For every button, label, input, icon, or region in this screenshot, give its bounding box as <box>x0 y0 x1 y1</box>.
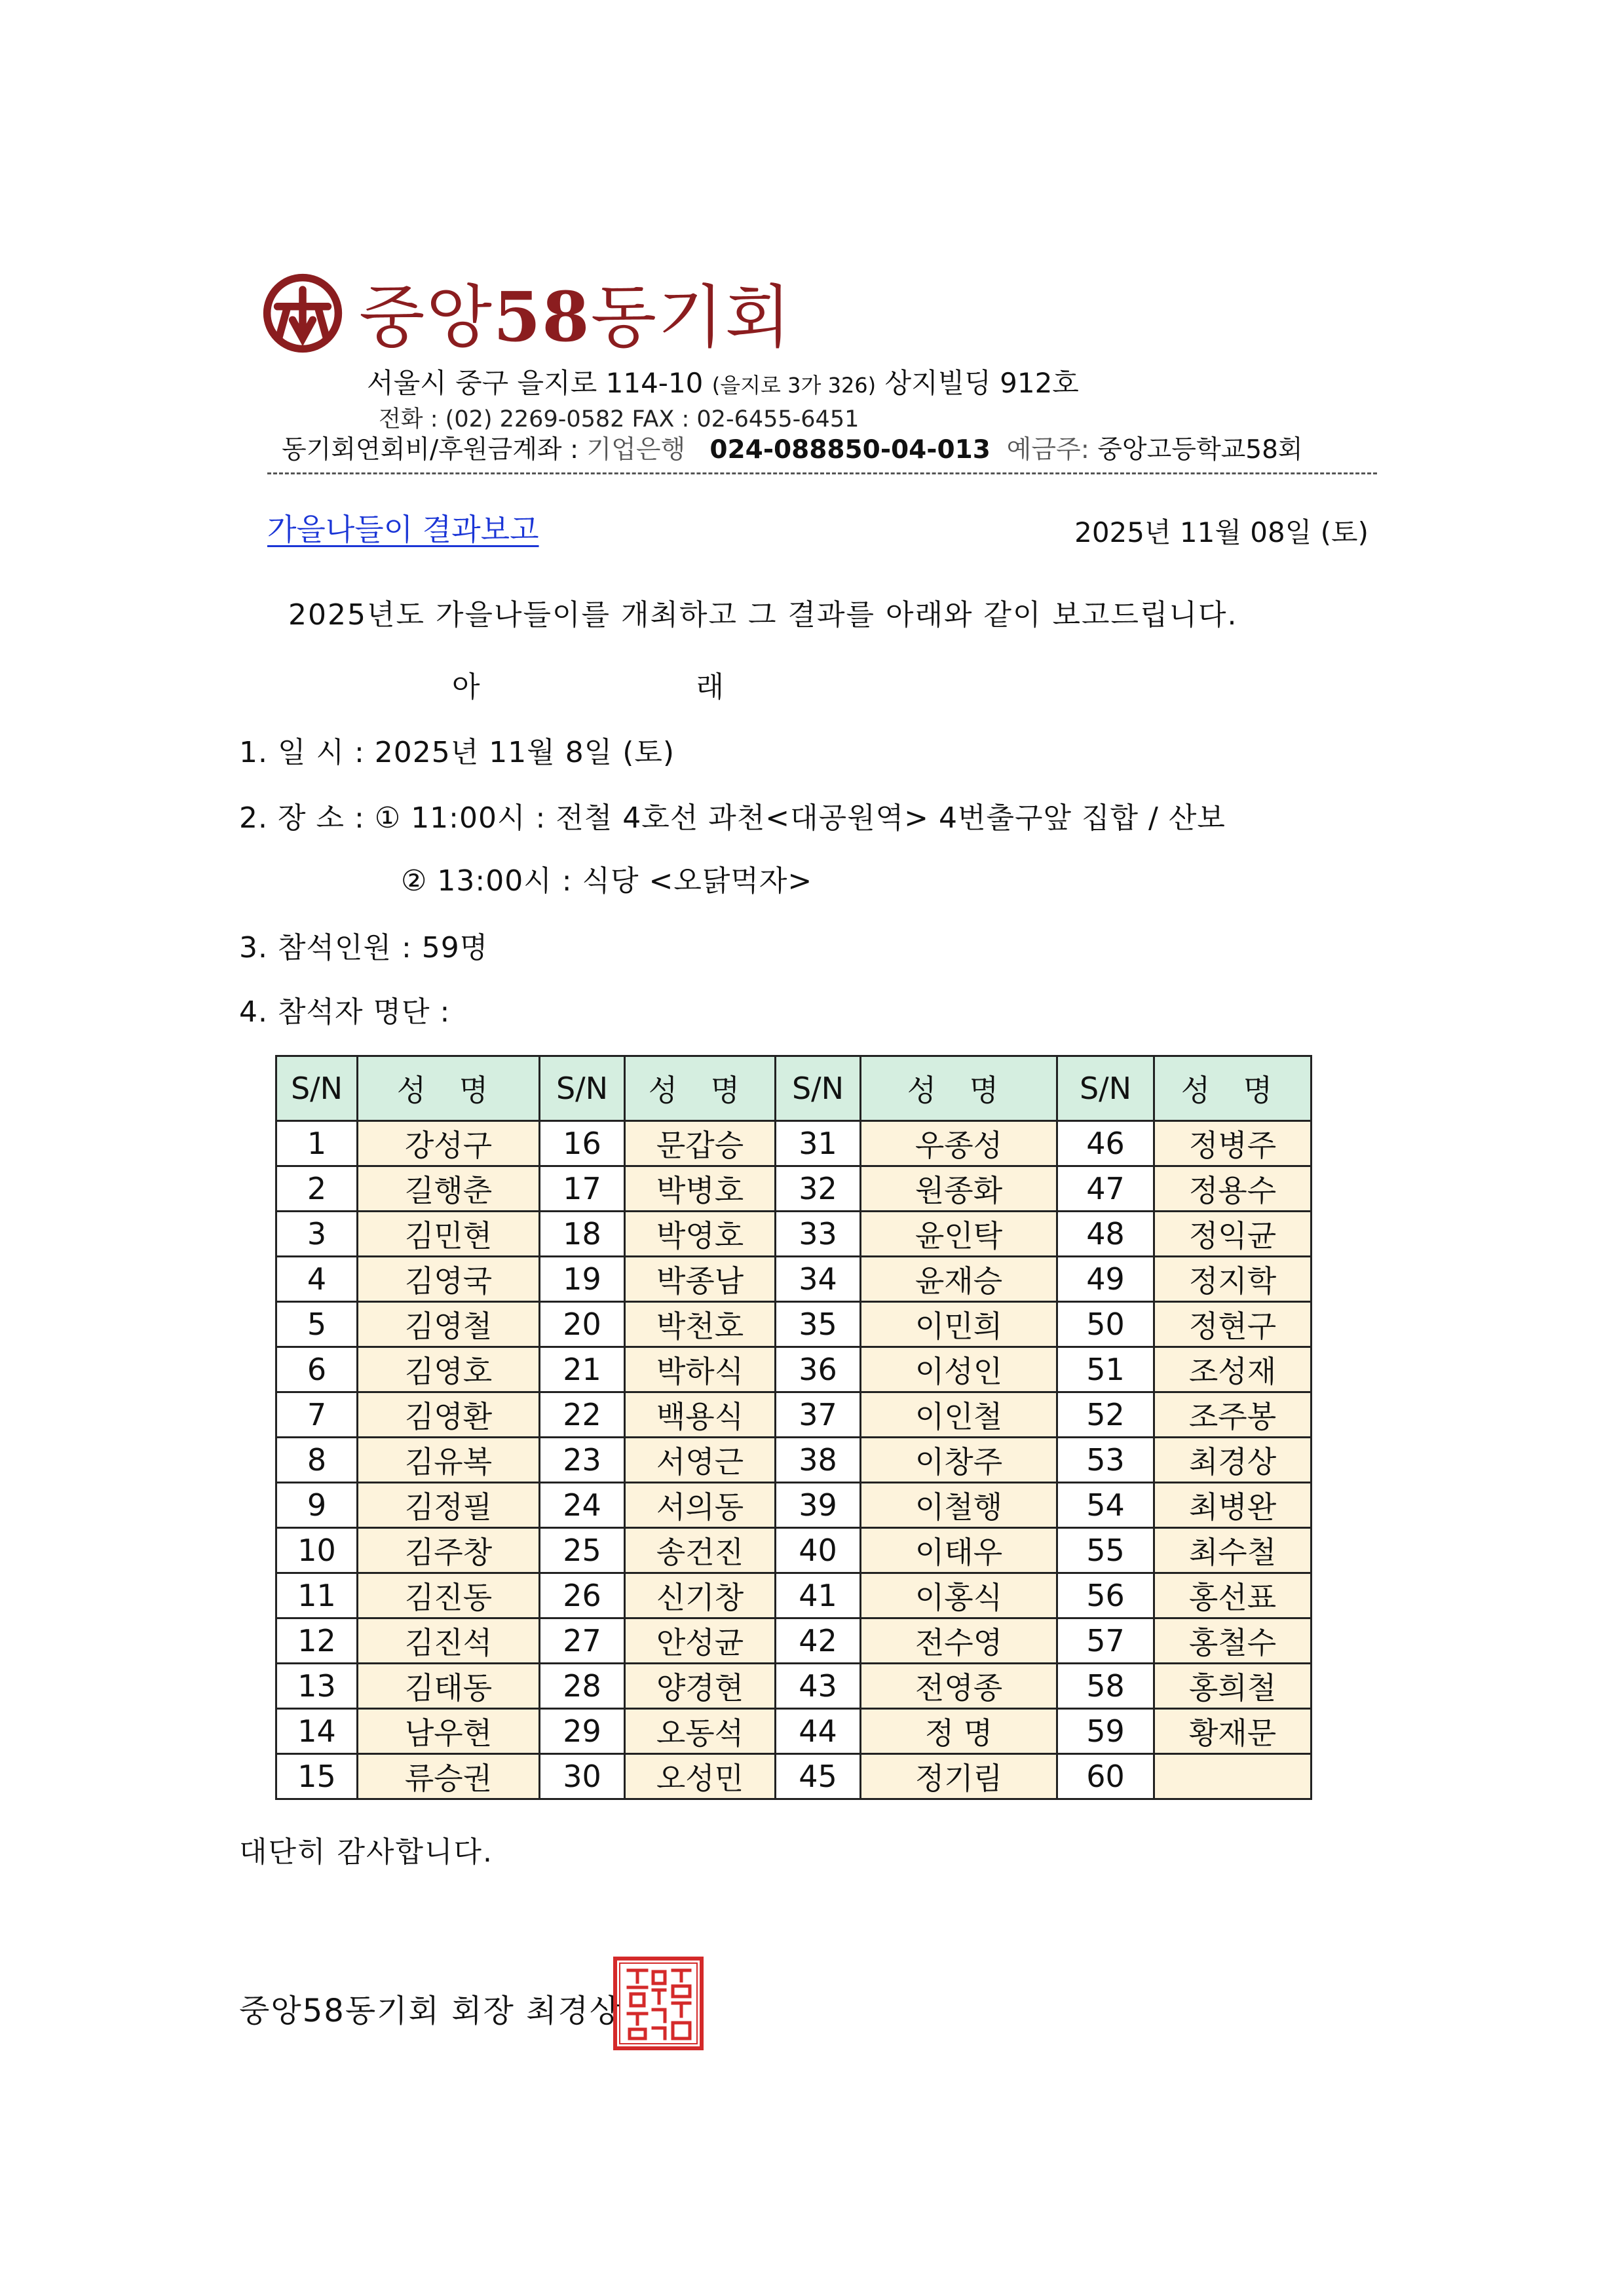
serial-number-cell: 28 <box>540 1664 625 1709</box>
table-row <box>276 1754 1312 1799</box>
attendee-name-cell: 정병주 <box>1154 1121 1312 1166</box>
attendee-name-cell: 박영호 <box>625 1212 776 1257</box>
item-attendee-list: 4. 참석자 명단 : <box>239 995 451 1029</box>
serial-number-cell: 8 <box>276 1438 358 1483</box>
table-row <box>276 1257 1312 1302</box>
serial-number-cell: 37 <box>776 1392 861 1438</box>
item-place: 2. 장 소 : ① 11:00시 : 전철 4호선 과천<대공원역> 4번출구앞 집합 / 산보 <box>239 801 1226 835</box>
attendee-name-cell: 이성인 <box>861 1347 1057 1392</box>
attendee-name-cell: 정기림 <box>861 1754 1057 1799</box>
attendee-name-cell: 이홍식 <box>861 1573 1057 1618</box>
table-row <box>276 1573 1312 1618</box>
serial-number-cell: 45 <box>776 1754 861 1799</box>
serial-number-cell: 49 <box>1057 1257 1154 1302</box>
table-row <box>276 1664 1312 1709</box>
attendee-name-cell: 전영종 <box>861 1664 1057 1709</box>
attendee-name-cell: 김영환 <box>358 1392 540 1438</box>
column-header-name: 성 명 <box>625 1056 776 1121</box>
serial-number-cell: 58 <box>1057 1664 1154 1709</box>
attendee-name-cell: 오성민 <box>625 1754 776 1799</box>
attendee-name-cell: 김유복 <box>358 1438 540 1483</box>
attendee-name-cell: 김영철 <box>358 1302 540 1347</box>
item-attendance: 3. 참석인원 : 59명 <box>239 931 489 965</box>
document-title: 가을나들이 결과보고 <box>267 512 539 547</box>
phone-fax-line: 전화 : (02) 2269-0582 FAX : 02-6455-6451 <box>379 406 859 432</box>
serial-number-cell: 17 <box>540 1166 625 1212</box>
serial-number-cell: 4 <box>276 1257 358 1302</box>
attendee-name-cell: 문갑승 <box>625 1121 776 1166</box>
serial-number-cell: 21 <box>540 1347 625 1392</box>
attendee-name-cell: 백용식 <box>625 1392 776 1438</box>
attendee-name-cell: 신기창 <box>625 1573 776 1618</box>
table-row <box>276 1347 1312 1392</box>
serial-number-cell: 10 <box>276 1528 358 1573</box>
serial-number-cell: 16 <box>540 1121 625 1166</box>
serial-number-cell: 25 <box>540 1528 625 1573</box>
serial-number-cell: 27 <box>540 1618 625 1664</box>
serial-number-cell: 11 <box>276 1573 358 1618</box>
attendee-name-cell: 류승권 <box>358 1754 540 1799</box>
serial-number-cell: 29 <box>540 1709 625 1754</box>
attendee-name-cell: 원종화 <box>861 1166 1057 1212</box>
table-row <box>276 1392 1312 1438</box>
serial-number-cell: 55 <box>1057 1528 1154 1573</box>
serial-number-cell: 42 <box>776 1618 861 1664</box>
column-header-sn: S/N <box>276 1056 358 1121</box>
serial-number-cell: 26 <box>540 1573 625 1618</box>
serial-number-cell: 30 <box>540 1754 625 1799</box>
serial-number-cell: 53 <box>1057 1438 1154 1483</box>
attendee-name-cell: 오동석 <box>625 1709 776 1754</box>
table-row <box>276 1166 1312 1212</box>
attendee-name-cell: 양경현 <box>625 1664 776 1709</box>
serial-number-cell: 12 <box>276 1618 358 1664</box>
table-row <box>276 1438 1312 1483</box>
attendee-name-cell: 이인철 <box>861 1392 1057 1438</box>
attendee-table <box>275 1055 1312 1800</box>
attendee-name-cell: 조주봉 <box>1154 1392 1312 1438</box>
serial-number-cell: 57 <box>1057 1618 1154 1664</box>
serial-number-cell: 34 <box>776 1257 861 1302</box>
serial-number-cell: 46 <box>1057 1121 1154 1166</box>
serial-number-cell: 43 <box>776 1664 861 1709</box>
serial-number-cell: 39 <box>776 1483 861 1528</box>
account-line: 동기회연회비/후원금계좌 : 기업은행 024-088850-04-013 예금주: 중앙고등학교58회 <box>282 435 1303 465</box>
attendee-name-cell: 서의동 <box>625 1483 776 1528</box>
serial-number-cell: 54 <box>1057 1483 1154 1528</box>
attendee-name-cell: 홍선표 <box>1154 1573 1312 1618</box>
attendee-name-cell: 최수철 <box>1154 1528 1312 1573</box>
attendee-name-cell: 정지학 <box>1154 1257 1312 1302</box>
attendee-name-cell: 박하식 <box>625 1347 776 1392</box>
serial-number-cell: 40 <box>776 1528 861 1573</box>
attendee-name-cell: 안성균 <box>625 1618 776 1664</box>
signature-line: 중앙58동기회 회장 최경상 <box>239 1993 622 2029</box>
attendee-name-cell: 이창주 <box>861 1438 1057 1483</box>
table-row <box>276 1709 1312 1754</box>
attendee-name-cell: 김민현 <box>358 1212 540 1257</box>
serial-number-cell: 9 <box>276 1483 358 1528</box>
serial-number-cell: 3 <box>276 1212 358 1257</box>
column-header-sn: S/N <box>540 1056 625 1121</box>
org-logo-text: 중앙58동기회 <box>359 277 793 357</box>
table-row <box>276 1212 1312 1257</box>
attendee-name-cell: 김진동 <box>358 1573 540 1618</box>
serial-number-cell: 38 <box>776 1438 861 1483</box>
attendee-name-cell: 김태동 <box>358 1664 540 1709</box>
table-row <box>276 1483 1312 1528</box>
table-row <box>276 1618 1312 1664</box>
serial-number-cell: 52 <box>1057 1392 1154 1438</box>
column-header-sn: S/N <box>776 1056 861 1121</box>
serial-number-cell: 19 <box>540 1257 625 1302</box>
serial-number-cell: 6 <box>276 1347 358 1392</box>
attendee-name-cell: 전수영 <box>861 1618 1057 1664</box>
serial-number-cell: 7 <box>276 1392 358 1438</box>
attendee-name-cell: 서영근 <box>625 1438 776 1483</box>
attendee-name-cell: 박천호 <box>625 1302 776 1347</box>
serial-number-cell: 1 <box>276 1121 358 1166</box>
attendee-name-cell: 우종성 <box>861 1121 1057 1166</box>
table-row <box>276 1121 1312 1166</box>
column-header-name: 성 명 <box>1154 1056 1312 1121</box>
serial-number-cell: 5 <box>276 1302 358 1347</box>
attendee-name-cell: 정현구 <box>1154 1302 1312 1347</box>
attendee-name-cell: 이태우 <box>861 1528 1057 1573</box>
table-row <box>276 1528 1312 1573</box>
table-header-row <box>276 1056 1312 1121</box>
serial-number-cell: 2 <box>276 1166 358 1212</box>
serial-number-cell: 15 <box>276 1754 358 1799</box>
serial-number-cell: 59 <box>1057 1709 1154 1754</box>
item-place-second: ② 13:00시 : 식당 <오닭먹자> <box>401 864 813 898</box>
attendee-name-cell: 최경상 <box>1154 1438 1312 1483</box>
closing-text: 대단히 감사합니다. <box>239 1835 494 1869</box>
official-seal-stamp <box>613 1956 704 2051</box>
serial-number-cell: 50 <box>1057 1302 1154 1347</box>
serial-number-cell: 18 <box>540 1212 625 1257</box>
serial-number-cell: 32 <box>776 1166 861 1212</box>
intro-text: 2025년도 가을나들이를 개최하고 그 결과를 아래와 같이 보고드립니다. <box>288 598 1238 632</box>
logo-emblem-icon <box>261 271 345 355</box>
attendee-name-cell: 송건진 <box>625 1528 776 1573</box>
serial-number-cell: 51 <box>1057 1347 1154 1392</box>
attendee-name-cell: 윤인탁 <box>861 1212 1057 1257</box>
section-heading: 아 래 <box>452 670 725 704</box>
serial-number-cell: 20 <box>540 1302 625 1347</box>
table-row <box>276 1302 1312 1347</box>
attendee-name-cell: 김주창 <box>358 1528 540 1573</box>
attendee-name-cell: 조성재 <box>1154 1347 1312 1392</box>
attendee-name-cell: 김진석 <box>358 1618 540 1664</box>
serial-number-cell: 41 <box>776 1573 861 1618</box>
attendee-name-cell: 정익균 <box>1154 1212 1312 1257</box>
column-header-name: 성 명 <box>358 1056 540 1121</box>
attendee-name-cell: 정 명 <box>861 1709 1057 1754</box>
attendee-name-cell <box>1154 1754 1312 1799</box>
column-header-sn: S/N <box>1057 1056 1154 1121</box>
attendee-name-cell: 이민희 <box>861 1302 1057 1347</box>
serial-number-cell: 47 <box>1057 1166 1154 1212</box>
serial-number-cell: 35 <box>776 1302 861 1347</box>
attendee-name-cell: 김정필 <box>358 1483 540 1528</box>
header-divider <box>267 472 1377 474</box>
serial-number-cell: 24 <box>540 1483 625 1528</box>
attendee-name-cell: 길행춘 <box>358 1166 540 1212</box>
attendee-name-cell: 강성구 <box>358 1121 540 1166</box>
attendee-name-cell: 최병완 <box>1154 1483 1312 1528</box>
attendee-name-cell: 홍철수 <box>1154 1618 1312 1664</box>
attendee-name-cell: 박병호 <box>625 1166 776 1212</box>
attendee-name-cell: 정용수 <box>1154 1166 1312 1212</box>
serial-number-cell: 48 <box>1057 1212 1154 1257</box>
attendee-name-cell: 남우현 <box>358 1709 540 1754</box>
serial-number-cell: 44 <box>776 1709 861 1754</box>
serial-number-cell: 31 <box>776 1121 861 1166</box>
serial-number-cell: 56 <box>1057 1573 1154 1618</box>
serial-number-cell: 23 <box>540 1438 625 1483</box>
attendee-name-cell: 박종남 <box>625 1257 776 1302</box>
attendee-name-cell: 윤재승 <box>861 1257 1057 1302</box>
attendee-name-cell: 이철행 <box>861 1483 1057 1528</box>
attendee-name-cell: 김영호 <box>358 1347 540 1392</box>
document-date: 2025년 11월 08일 (토) <box>1074 516 1369 548</box>
attendee-name-cell: 김영국 <box>358 1257 540 1302</box>
serial-number-cell: 22 <box>540 1392 625 1438</box>
column-header-name: 성 명 <box>861 1056 1057 1121</box>
serial-number-cell: 36 <box>776 1347 861 1392</box>
attendee-name-cell: 황재문 <box>1154 1709 1312 1754</box>
address-line: 서울시 중구 을지로 114-10 (을지로 3가 326) 상지빌딩 912호 <box>367 367 1079 399</box>
serial-number-cell: 14 <box>276 1709 358 1754</box>
attendee-name-cell: 홍희철 <box>1154 1664 1312 1709</box>
serial-number-cell: 33 <box>776 1212 861 1257</box>
serial-number-cell: 60 <box>1057 1754 1154 1799</box>
serial-number-cell: 13 <box>276 1664 358 1709</box>
item-date: 1. 일 시 : 2025년 11월 8일 (토) <box>239 736 675 769</box>
